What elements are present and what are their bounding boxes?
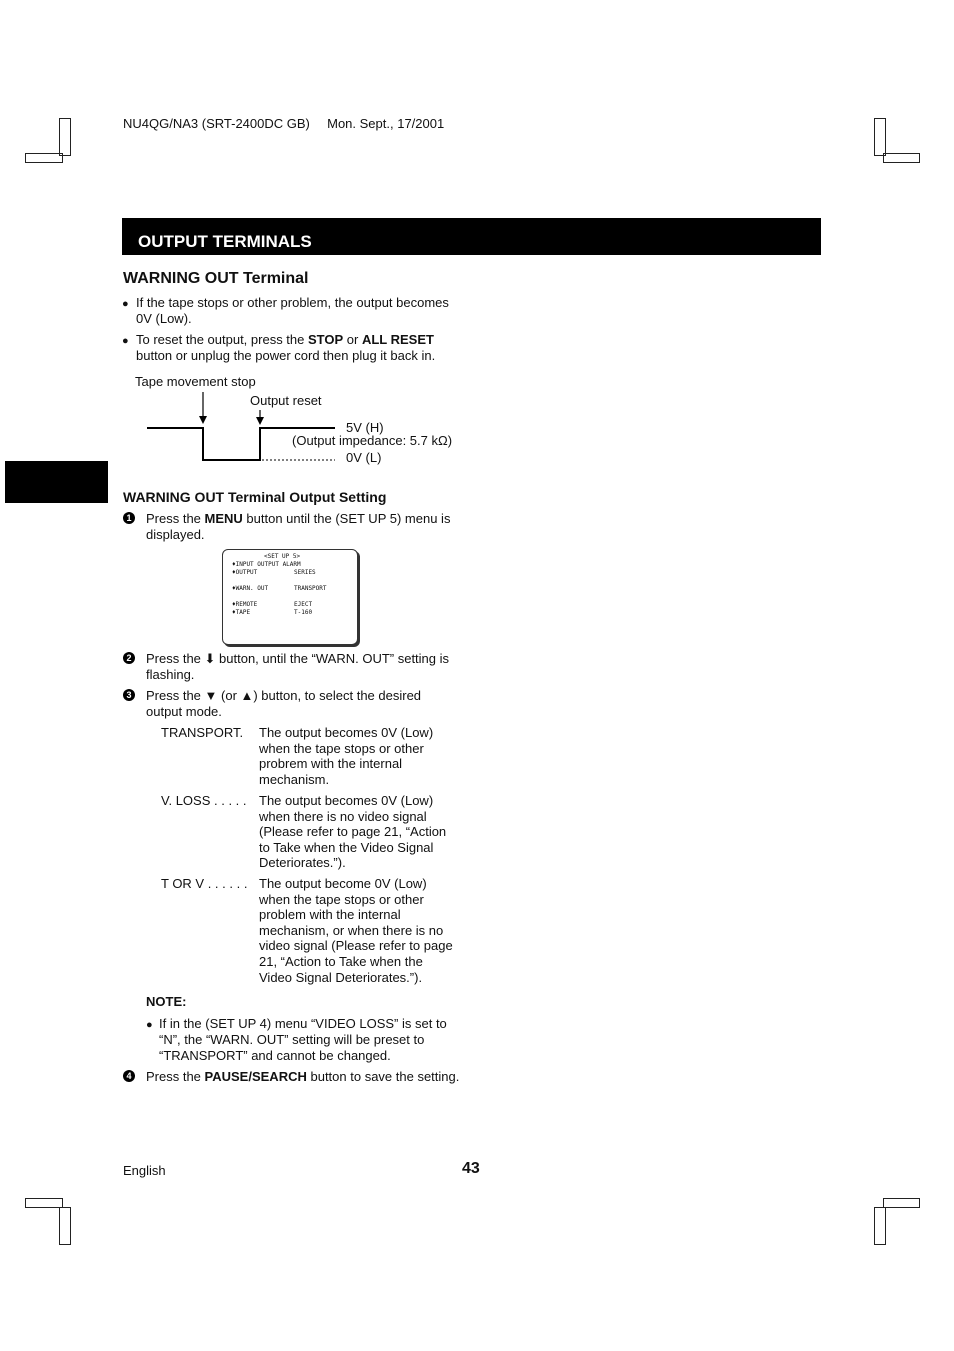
side-tab <box>5 461 108 503</box>
bullet-icon: ● <box>122 298 129 310</box>
low-label: 0V (L) <box>346 450 382 465</box>
crop-mark <box>874 118 886 156</box>
screen-label: ♦TAPE <box>232 609 251 616</box>
tape-stop-label: Tape movement stop <box>135 374 256 389</box>
mode-label: TRANSPORT. <box>161 725 244 740</box>
footer-language: English <box>123 1163 166 1178</box>
step-number-1: 1 <box>123 512 135 524</box>
mode-description: The output becomes 0V (Low) when there is no video signal (Please refer to page 21, “Action to Take when the Video Signal Deteriorates.”). <box>259 793 447 871</box>
screen-label: ♦WARN. OUT <box>232 585 269 592</box>
section-title-bar <box>122 218 821 255</box>
screen-title: <SET UP 5> <box>264 553 301 560</box>
bullet-text: If the tape stops or other problem, the output becomes 0V (Low). <box>136 295 449 326</box>
mode-label: T OR V . . . . . . <box>161 876 248 891</box>
bullet-icon: ● <box>146 1019 153 1031</box>
step-number-4: 4 <box>123 1070 135 1082</box>
timing-diagram <box>130 370 460 470</box>
screen-value: EJECT <box>294 601 313 608</box>
bullet-text: To reset the output, press the STOP or ALL RESET button or unplug the power cord then plug it back in. <box>136 332 436 363</box>
screen-value: T-160 <box>294 609 313 616</box>
output-reset-label: Output reset <box>250 393 322 408</box>
warning-out-heading: WARNING OUT Terminal <box>123 270 309 287</box>
screen-value: TRANSPORT <box>294 585 327 592</box>
menu-screen <box>222 549 358 645</box>
screen-label: ♦OUTPUT <box>232 569 258 576</box>
doc-header <box>123 116 444 132</box>
mode-description: The output become 0V (Low) when the tape stops or other problem with the internal mechanism, or when there is no video signal (Please refer to page 21, “Action to Take when the Video Signal Deteriorates.”). <box>259 876 453 985</box>
screen-row: ♦INPUT OUTPUT ALARM <box>232 561 301 568</box>
crop-mark <box>59 118 71 156</box>
step-number-2: 2 <box>123 652 135 664</box>
mode-label: V. LOSS . . . . . <box>161 793 247 808</box>
crop-mark <box>59 1207 71 1245</box>
screen-label: ♦REMOTE <box>232 601 258 608</box>
crop-mark <box>883 153 920 163</box>
step-number-3: 3 <box>123 689 135 701</box>
high-label: 5V (H) <box>346 420 384 435</box>
step-4-text: Press the PAUSE/SEARCH button to save the setting. <box>146 1069 460 1084</box>
doc-date: Mon. Sept., 17/2001 <box>327 116 445 131</box>
step-3-text: Press the ▼ (or ▲) button, to select the desired output mode. <box>146 688 422 719</box>
section-title: OUTPUT TERMINALS <box>138 232 312 251</box>
screen-value: SERIES <box>294 569 316 576</box>
step-2-text: Press the ⬇ button, until the “WARN. OUT” setting is flashing. <box>146 651 450 682</box>
crop-mark <box>883 1198 920 1208</box>
crop-mark <box>25 153 63 163</box>
bullet-icon: ● <box>122 335 129 347</box>
page-number: 43 <box>462 1160 480 1177</box>
note-text: If in the (SET UP 4) menu “VIDEO LOSS” is set to “N”, the “WARN. OUT” setting will be preset to “TRANSPORT” and cannot be changed. <box>159 1016 447 1063</box>
impedance-label: (Output impedance: 5.7 kΩ) <box>292 433 453 448</box>
note-heading: NOTE: <box>146 994 187 1009</box>
doc-code: NU4QG/NA3 (SRT-2400DC GB) <box>123 116 310 131</box>
setting-heading: WARNING OUT Terminal Output Setting <box>123 489 387 505</box>
crop-mark <box>874 1207 886 1245</box>
crop-mark <box>25 1198 63 1208</box>
mode-description: The output becomes 0V (Low) when the tape stops or other probrem with the internal mechanism. <box>259 725 434 787</box>
step-1-text: Press the MENU button until the (SET UP 5) menu is displayed. <box>146 511 451 542</box>
